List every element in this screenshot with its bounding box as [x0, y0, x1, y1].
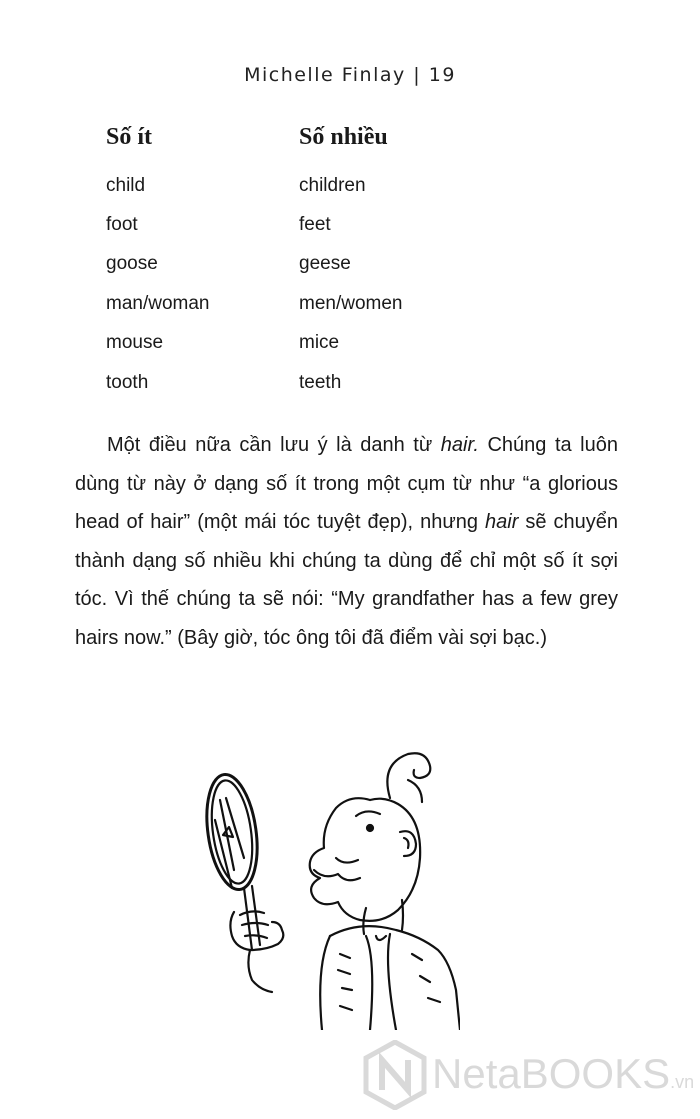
table-row	[106, 245, 403, 284]
man-head	[310, 753, 431, 921]
plural-cell: mice	[299, 332, 340, 354]
singular-cell: mouse	[106, 332, 164, 354]
hand	[230, 911, 283, 992]
singular-cell: goose	[106, 253, 158, 275]
man-with-mirror-illustration	[190, 740, 460, 1030]
watermark	[362, 1040, 695, 1110]
watermark-tld: .vn	[670, 1072, 695, 1092]
table-row	[106, 166, 403, 205]
header-plural: Số nhiều	[299, 123, 388, 150]
table-row	[106, 363, 403, 402]
table-row	[106, 324, 403, 363]
netabooks-logo-icon	[362, 1040, 428, 1110]
singular-cell: man/woman	[106, 292, 210, 314]
vocab-table	[106, 122, 403, 402]
singular-cell: foot	[106, 214, 138, 236]
watermark-text	[432, 1050, 694, 1098]
vocab-header-row	[106, 122, 403, 166]
header-singular: Số ít	[106, 123, 153, 150]
plural-cell: children	[299, 174, 366, 196]
italic-term: hair	[485, 511, 519, 534]
watermark-brand: NetaBOOKS	[432, 1050, 671, 1097]
plural-cell: feet	[299, 214, 331, 236]
italic-term: hair.	[440, 434, 479, 456]
singular-cell: tooth	[106, 371, 149, 393]
plural-cell: geese	[299, 253, 351, 275]
running-head: Michelle Finlay | 19	[244, 64, 456, 86]
plural-cell: men/women	[299, 292, 403, 314]
table-row	[106, 205, 403, 244]
singular-cell: child	[106, 174, 146, 196]
paragraph-text: Một điều nữa cần lưu ý là danh từ	[107, 434, 441, 456]
man-body	[320, 900, 460, 1030]
plural-cell: teeth	[299, 371, 342, 393]
paragraph-text: sẽ chuyển thành dạng số nhiều khi chúng ta dùng để chỉ một số ít sợi tóc. Vì thế chúng ta sẽ nói: “My grandfather has a few grey hairs now.” (Bây giờ, tóc ông tôi đã điểm vài sợi bạc.)	[75, 511, 618, 649]
paragraph-text: Chúng ta luôn dùng từ này ở dạng số ít trong một cụm từ như “a glorious head of hair” (một mái tóc tuyệt đẹp), nhưng	[75, 434, 618, 534]
table-row	[106, 284, 403, 323]
body-paragraph	[75, 426, 618, 658]
